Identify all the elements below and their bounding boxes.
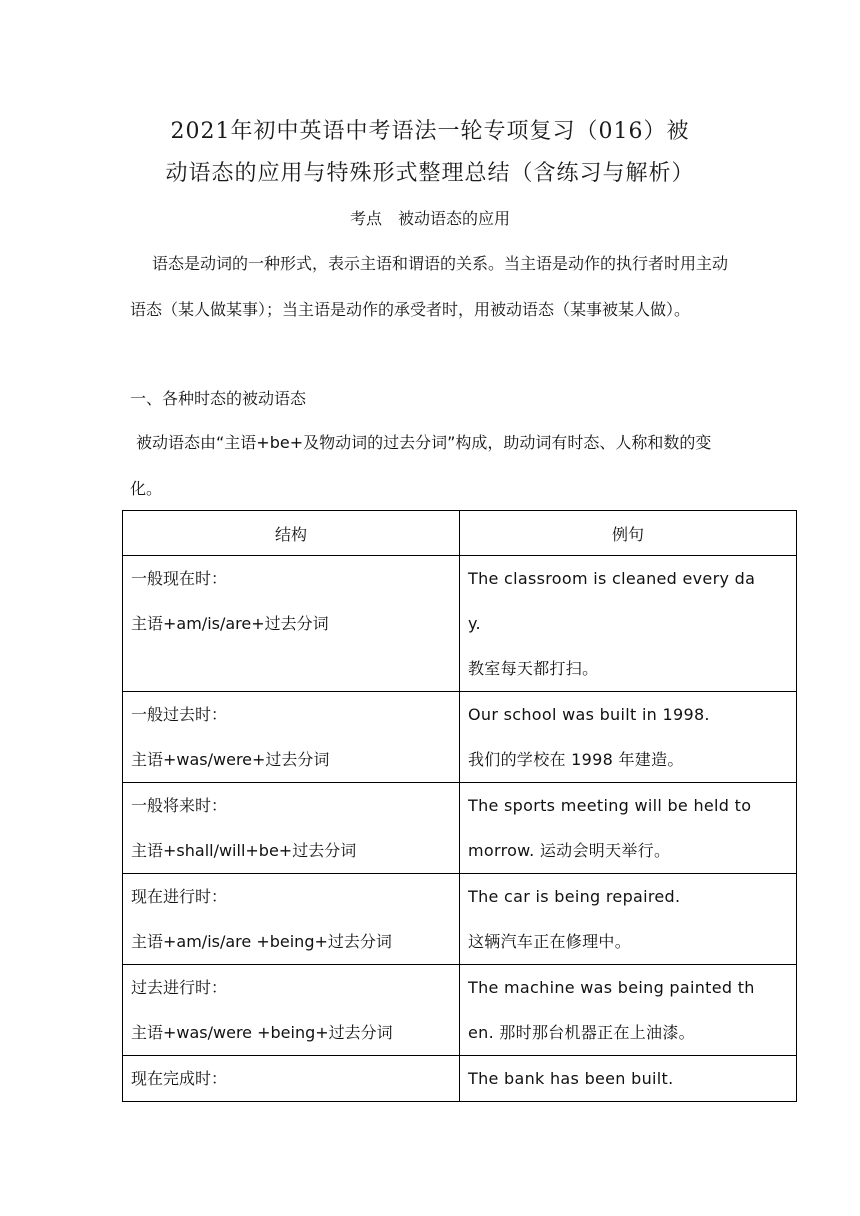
example-line: The classroom is cleaned every da (468, 569, 756, 588)
example-cell (460, 556, 797, 692)
structure-line: 一般过去时： (131, 705, 228, 724)
table-row (123, 556, 797, 692)
table-row (123, 965, 797, 1056)
example-line: 我们的学校在 1998 年建造。 (468, 750, 684, 769)
table-row (123, 783, 797, 874)
example-cell (460, 874, 797, 965)
example-line: en. 那时那台机器正在上油漆。 (468, 1023, 695, 1042)
example-line: y. (468, 614, 481, 633)
table-row (123, 1056, 797, 1102)
section-subtitle: 考点 被动语态的应用 (349, 209, 510, 228)
section-heading: 一、各种时态的被动语态 (130, 389, 307, 408)
table-row (123, 692, 797, 783)
structure-cell (123, 783, 460, 874)
structure-cell (123, 965, 460, 1056)
structure-line: 主语+am/is/are +being+过去分词 (131, 932, 392, 951)
structure-line: 主语+shall/will+be+过去分词 (131, 841, 357, 860)
section-intro-paragraph: 被动语态由“主语+be+及物动词的过去分词”构成，助动词有时态、人称和数的变化。 (130, 433, 712, 498)
example-line: The machine was being painted th (468, 978, 755, 997)
structure-line: 主语+was/were +being+过去分词 (131, 1023, 393, 1042)
document-title-line-1: 2021年初中英语中考语法一轮专项复习（016）被 (170, 119, 690, 144)
example-line: Our school was built in 1998. (468, 705, 710, 724)
example-line: 教室每天都打扫。 (468, 659, 599, 678)
table-header-row (123, 511, 797, 556)
example-cell (460, 783, 797, 874)
example-cell (460, 965, 797, 1056)
structure-line: 过去进行时： (131, 978, 228, 997)
example-line: The car is being repaired. (468, 887, 681, 906)
structure-line: 一般将来时： (131, 796, 228, 815)
table-row (123, 874, 797, 965)
example-line: The sports meeting will be held to (468, 796, 752, 815)
structure-line: 主语+am/is/are+过去分词 (131, 614, 329, 633)
structure-cell (123, 1056, 460, 1102)
structure-line: 现在进行时： (131, 887, 228, 906)
passive-voice-table (122, 510, 797, 1102)
example-line: morrow. 运动会明天举行。 (468, 841, 671, 860)
column-header-example: 例句 (460, 511, 797, 556)
structure-line: 一般现在时： (131, 569, 228, 588)
example-line: 这辆汽车正在修理中。 (468, 932, 632, 951)
intro-paragraph: 语态是动词的一种形式，表示主语和谓语的关系。当主语是动作的执行者时用主动语态（某人做某事）；当主语是动作的承受者时，用被动语态（某事被某人做）。 (130, 254, 729, 319)
column-header-structure: 结构 (123, 511, 460, 556)
structure-cell (123, 556, 460, 692)
structure-cell (123, 692, 460, 783)
example-line: The bank has been built. (468, 1069, 674, 1088)
structure-cell (123, 874, 460, 965)
structure-line: 现在完成时： (131, 1069, 228, 1088)
example-cell (460, 1056, 797, 1102)
example-cell (460, 692, 797, 783)
document-title-line-2: 动语态的应用与特殊形式整理总结（含练习与解析） (165, 161, 695, 186)
structure-line: 主语+was/were+过去分词 (131, 750, 330, 769)
